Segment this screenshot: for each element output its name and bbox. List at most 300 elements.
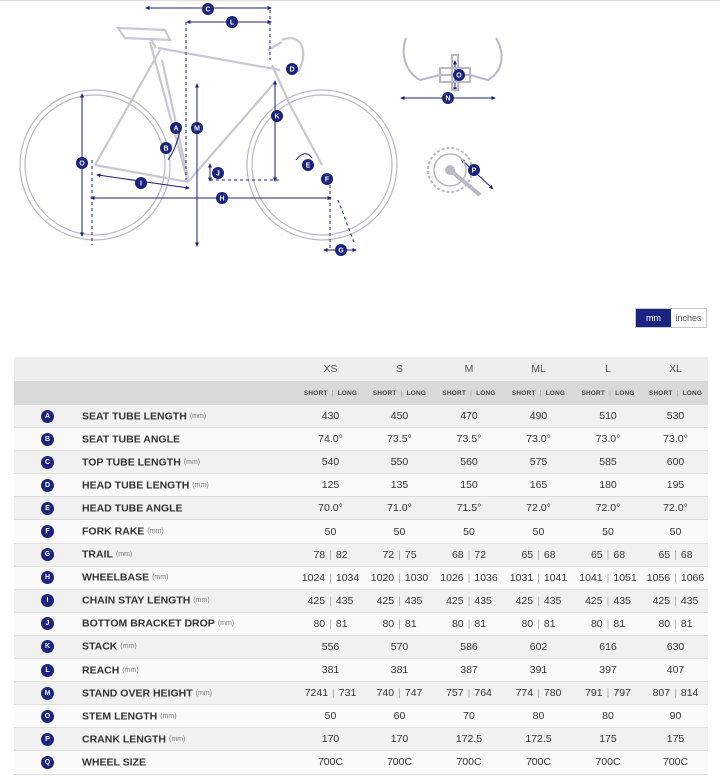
- separator: |: [674, 548, 677, 561]
- table-row: [14, 635, 708, 658]
- row-label: [14, 751, 296, 774]
- geometry-table: [14, 357, 708, 775]
- row-label: [14, 659, 296, 682]
- value-cell: 700C: [434, 751, 504, 774]
- unit-inches-button[interactable]: inches: [675, 313, 702, 323]
- row-unit: (mm): [169, 735, 186, 743]
- long-value: 81: [613, 617, 626, 630]
- row-label-text: FORK RAKE: [82, 525, 145, 538]
- row-code-badge: G: [41, 548, 54, 561]
- size-header-s: S: [365, 357, 434, 381]
- value-cell: 50: [296, 520, 365, 543]
- row-label: [14, 589, 296, 612]
- short-value: 80: [382, 617, 395, 630]
- value-cell: [504, 543, 573, 566]
- row-unit: (mm): [147, 528, 164, 536]
- table-row: [14, 682, 708, 705]
- value-cell: 550: [365, 451, 434, 474]
- separator: |: [329, 594, 332, 607]
- row-label: [14, 566, 296, 589]
- value-cell: [365, 543, 434, 566]
- value-cell: 570: [365, 635, 434, 658]
- row-unit: (mm): [189, 412, 207, 420]
- long-value: 435: [404, 594, 423, 607]
- value-cell: 50: [365, 520, 434, 543]
- size-header-ml: ML: [504, 357, 573, 381]
- value-cell: 560: [434, 451, 504, 474]
- long-label: LONG: [682, 389, 703, 397]
- value-cell: [365, 612, 434, 635]
- separator: |: [606, 571, 610, 584]
- long-value: 68: [543, 548, 556, 561]
- short-value: 774: [515, 687, 534, 700]
- long-value: 1034: [335, 571, 360, 584]
- row-unit: (mm): [193, 597, 210, 605]
- short-value: 757: [446, 687, 464, 700]
- short-value: 80: [658, 617, 671, 630]
- value-cell: 195: [643, 474, 708, 497]
- marker-i: I: [140, 180, 142, 188]
- long-value: 68: [680, 548, 693, 561]
- short-long-header: [434, 381, 504, 405]
- separator: |: [606, 548, 610, 561]
- value-cell: 172.5: [434, 728, 504, 751]
- value-cell: 600: [643, 451, 708, 474]
- value-cell: 407: [643, 659, 708, 682]
- value-cell: 700C: [296, 751, 365, 774]
- long-label: LONG: [545, 389, 566, 397]
- value-cell: 73.5°: [434, 428, 504, 451]
- row-label-text: HEAD TUBE ANGLE: [82, 502, 183, 515]
- short-label: SHORT: [303, 389, 328, 397]
- short-value: 1041: [579, 571, 603, 584]
- row-label: [14, 543, 296, 566]
- row-label-text: STEM LENGTH: [82, 710, 158, 723]
- row-label: [14, 635, 296, 658]
- value-cell: 165: [504, 474, 573, 497]
- value-cell: 74.0°: [296, 428, 365, 451]
- row-label-text: CHAIN STAY LENGTH: [82, 594, 191, 607]
- table-row: [14, 520, 708, 543]
- long-value: 435: [680, 594, 699, 607]
- short-value: 1031: [509, 571, 534, 584]
- short-value: 1056: [646, 571, 671, 584]
- value-cell: 50: [504, 520, 573, 543]
- header-spacer: [14, 357, 296, 381]
- row-label-text: SEAT TUBE ANGLE: [82, 433, 181, 446]
- long-value: 81: [543, 617, 556, 630]
- value-cell: 73.0°: [643, 428, 708, 451]
- long-value: 81: [404, 617, 417, 630]
- value-cell: 530: [643, 405, 708, 428]
- row-code-badge: H: [41, 571, 54, 584]
- value-cell: [434, 589, 504, 612]
- marker-m: M: [194, 125, 200, 133]
- row-label: [14, 497, 296, 520]
- long-value: 1051: [613, 571, 637, 584]
- marker-a: A: [173, 125, 179, 133]
- value-cell: 90: [643, 705, 708, 728]
- short-value: 78: [313, 548, 326, 561]
- value-cell: [296, 589, 365, 612]
- value-cell: [573, 566, 643, 589]
- value-cell: 430: [296, 405, 365, 428]
- long-value: 68: [613, 548, 626, 561]
- row-unit: (mm): [122, 666, 139, 674]
- short-value: 425: [446, 594, 464, 607]
- short-long-header: [365, 381, 434, 405]
- value-cell: [365, 682, 434, 705]
- short-value: 740: [376, 687, 395, 700]
- value-cell: 80: [504, 705, 573, 728]
- row-label-text: STACK: [82, 640, 118, 653]
- value-cell: 72.0°: [573, 497, 643, 520]
- value-cell: 71.0°: [365, 497, 434, 520]
- separator: |: [606, 594, 610, 607]
- table-row: [14, 405, 708, 428]
- separator: |: [467, 548, 471, 561]
- separator: |: [398, 571, 401, 584]
- separator: |: [329, 571, 332, 584]
- row-code-badge: B: [41, 433, 54, 446]
- value-cell: [434, 543, 504, 566]
- value-cell: 80: [573, 705, 643, 728]
- size-header-row: [14, 357, 708, 381]
- marker-h: H: [219, 195, 225, 203]
- row-code-badge: P: [41, 733, 54, 746]
- diagram-markers: [76, 3, 480, 256]
- value-cell: [573, 589, 643, 612]
- value-cell: 586: [434, 635, 504, 658]
- short-value: 425: [376, 594, 395, 607]
- value-cell: [365, 566, 434, 589]
- long-value: 435: [543, 594, 562, 607]
- table-row: [14, 659, 708, 682]
- table-row: [14, 497, 708, 520]
- value-cell: [434, 566, 504, 589]
- row-label-text: STAND OVER HEIGHT: [82, 687, 193, 700]
- value-cell: 50: [296, 705, 365, 728]
- row-label-text: CRANK LENGTH: [82, 733, 166, 746]
- table-row: [14, 751, 708, 774]
- value-cell: 73.0°: [504, 428, 573, 451]
- value-cell: 700C: [504, 751, 573, 774]
- row-unit: (mm): [160, 712, 177, 720]
- long-value: 747: [404, 687, 423, 700]
- row-unit: (mm): [183, 458, 201, 466]
- separator: |: [674, 571, 677, 584]
- value-cell: 150: [434, 474, 504, 497]
- marker-o-wheel: O: [79, 160, 85, 168]
- value-cell: 71.5°: [434, 497, 504, 520]
- unit-mm-button[interactable]: mm: [636, 309, 671, 327]
- separator: |: [467, 594, 471, 607]
- row-label: [14, 682, 296, 705]
- row-label-text: WHEEL SIZE: [82, 756, 146, 769]
- separator: |: [674, 687, 677, 700]
- value-cell: 470: [434, 405, 504, 428]
- value-cell: [504, 589, 573, 612]
- separator: |: [398, 617, 401, 630]
- value-cell: 50: [573, 520, 643, 543]
- value-cell: [296, 543, 365, 566]
- value-cell: 616: [573, 635, 643, 658]
- table-row: [14, 474, 708, 497]
- short-value: 65: [658, 548, 671, 561]
- long-value: 797: [613, 687, 631, 700]
- value-cell: [504, 612, 573, 635]
- value-cell: 575: [504, 451, 573, 474]
- value-cell: 700C: [365, 751, 434, 774]
- separator: |: [467, 687, 471, 700]
- marker-e: E: [305, 162, 311, 170]
- value-cell: 556: [296, 635, 365, 658]
- short-value: 1020: [370, 571, 395, 584]
- row-label: [14, 728, 296, 751]
- separator: |: [398, 594, 401, 607]
- handlebar-drawing: [404, 38, 502, 90]
- row-unit: (mm): [192, 481, 209, 489]
- table-row: [14, 589, 708, 612]
- value-cell: 72.0°: [504, 497, 573, 520]
- row-label: [14, 705, 296, 728]
- value-cell: 510: [573, 405, 643, 428]
- value-cell: 172.5: [504, 728, 573, 751]
- short-value: 80: [313, 617, 326, 630]
- row-label-text: SEAT TUBE LENGTH: [82, 410, 187, 423]
- row-label: [14, 405, 296, 428]
- separator: |: [329, 548, 332, 561]
- separator: |: [537, 594, 540, 607]
- value-cell: 180: [573, 474, 643, 497]
- short-long-header: [296, 381, 365, 405]
- value-cell: [296, 566, 365, 589]
- separator: |: [398, 687, 401, 700]
- long-value: 1041: [543, 571, 568, 584]
- row-unit: (mm): [217, 620, 235, 628]
- row-code-badge: L: [41, 664, 54, 677]
- value-cell: 391: [504, 659, 573, 682]
- short-label: SHORT: [648, 389, 673, 397]
- size-header-xs: XS: [296, 357, 365, 381]
- separator: |: [537, 687, 540, 700]
- marker-g: G: [338, 247, 344, 255]
- marker-p: P: [471, 167, 477, 175]
- long-value: 82: [335, 548, 348, 561]
- value-cell: 700C: [573, 751, 643, 774]
- row-code-badge: E: [41, 502, 54, 515]
- separator: |: [332, 687, 335, 700]
- row-code-badge: A: [41, 410, 54, 423]
- value-cell: [296, 682, 365, 705]
- long-value: 81: [680, 617, 693, 630]
- value-cell: [643, 612, 708, 635]
- separator: |: [537, 548, 540, 561]
- short-value: 80: [521, 617, 534, 630]
- row-unit: (mm): [195, 689, 212, 697]
- row-code-badge: I: [41, 594, 54, 607]
- separator: |: [400, 389, 403, 397]
- value-cell: 50: [434, 520, 504, 543]
- value-cell: [296, 612, 365, 635]
- row-label-text: HEAD TUBE LENGTH: [82, 479, 190, 492]
- value-cell: 60: [365, 705, 434, 728]
- table-row: [14, 428, 708, 451]
- value-cell: [365, 589, 434, 612]
- row-code-badge: K: [41, 640, 54, 653]
- size-header-l: L: [573, 357, 643, 381]
- value-cell: [573, 682, 643, 705]
- short-label: SHORT: [442, 389, 467, 397]
- unit-toggle: [635, 308, 707, 328]
- short-value: 72: [382, 548, 395, 561]
- value-cell: 135: [365, 474, 434, 497]
- short-value: 65: [590, 548, 603, 561]
- value-cell: [504, 682, 573, 705]
- size-header-xl: XL: [643, 357, 708, 381]
- separator: |: [609, 389, 612, 397]
- short-long-header-row: [14, 381, 708, 405]
- value-cell: [434, 612, 504, 635]
- row-code-badge: F: [41, 525, 54, 538]
- short-value: 68: [451, 548, 464, 561]
- value-cell: [434, 682, 504, 705]
- short-label: SHORT: [511, 389, 536, 397]
- value-cell: 70.0°: [296, 497, 365, 520]
- header-spacer: [14, 381, 296, 405]
- long-value: 1036: [474, 571, 498, 584]
- value-cell: [573, 543, 643, 566]
- long-value: 764: [474, 687, 492, 700]
- bike-frame: [95, 28, 322, 182]
- long-value: 75: [404, 548, 417, 561]
- value-cell: [643, 682, 708, 705]
- value-cell: [643, 543, 708, 566]
- short-value: 807: [652, 687, 671, 700]
- table-row: [14, 566, 708, 589]
- value-cell: 125: [296, 474, 365, 497]
- value-cell: 540: [296, 451, 365, 474]
- row-label-text: TOP TUBE LENGTH: [82, 456, 181, 469]
- separator: |: [537, 571, 540, 584]
- value-cell: 73.5°: [365, 428, 434, 451]
- table-row: [14, 705, 708, 728]
- value-cell: [573, 612, 643, 635]
- separator: |: [606, 687, 610, 700]
- value-cell: 387: [434, 659, 504, 682]
- value-cell: 397: [573, 659, 643, 682]
- row-label: [14, 612, 296, 635]
- value-cell: [643, 566, 708, 589]
- short-value: 65: [521, 548, 534, 561]
- value-cell: [504, 566, 573, 589]
- value-cell: [643, 589, 708, 612]
- value-cell: 585: [573, 451, 643, 474]
- table-row: [14, 612, 708, 635]
- value-cell: 73.0°: [573, 428, 643, 451]
- row-unit: (mm): [152, 574, 169, 582]
- value-cell: 700C: [643, 751, 708, 774]
- long-label: LONG: [406, 389, 427, 397]
- long-value: 81: [474, 617, 487, 630]
- long-value: 814: [680, 687, 699, 700]
- separator: |: [676, 389, 679, 397]
- value-cell: 602: [504, 635, 573, 658]
- short-long-header: [643, 381, 708, 405]
- short-value: 425: [515, 594, 534, 607]
- row-label: [14, 520, 296, 543]
- value-cell: 72.0°: [643, 497, 708, 520]
- table-row: [14, 451, 708, 474]
- value-cell: 170: [296, 728, 365, 751]
- short-long-header: [573, 381, 643, 405]
- marker-o: O: [456, 72, 462, 80]
- short-value: 7241: [304, 687, 329, 700]
- table-row: [14, 728, 708, 751]
- row-code-badge: M: [41, 687, 54, 700]
- value-cell: 490: [504, 405, 573, 428]
- separator: |: [398, 548, 401, 561]
- dimension-lines: [82, 8, 494, 250]
- row-label: [14, 428, 296, 451]
- row-code-badge: D: [41, 479, 54, 492]
- short-value: 1024: [301, 571, 326, 584]
- row-code-badge: C: [41, 456, 54, 469]
- row-unit: (mm): [115, 551, 133, 559]
- long-label: LONG: [337, 389, 358, 397]
- long-value: 435: [335, 594, 354, 607]
- long-value: 72: [474, 548, 487, 561]
- value-cell: 450: [365, 405, 434, 428]
- row-label-text: WHEELBASE: [82, 571, 150, 584]
- long-value: 731: [338, 687, 357, 700]
- separator: |: [467, 571, 471, 584]
- short-label: SHORT: [581, 389, 606, 397]
- short-value: 425: [307, 594, 326, 607]
- row-label-text: TRAIL: [82, 548, 113, 561]
- row-code-badge: Q: [41, 756, 54, 769]
- marker-j: J: [216, 170, 220, 178]
- separator: |: [467, 617, 471, 630]
- value-cell: 50: [643, 520, 708, 543]
- marker-n: N: [445, 95, 451, 103]
- row-label: [14, 451, 296, 474]
- value-cell: 70: [434, 705, 504, 728]
- geometry-table-body: [14, 405, 708, 774]
- long-value: 1030: [404, 571, 429, 584]
- long-value: 1066: [680, 571, 705, 584]
- short-value: 425: [652, 594, 671, 607]
- separator: |: [606, 617, 610, 630]
- value-cell: 175: [643, 728, 708, 751]
- short-value: 80: [590, 617, 603, 630]
- long-value: 435: [474, 594, 492, 607]
- marker-f: F: [324, 176, 330, 184]
- separator: |: [674, 617, 677, 630]
- value-cell: 381: [296, 659, 365, 682]
- marker-l: L: [229, 19, 235, 27]
- row-code-badge: J: [41, 617, 54, 630]
- separator: |: [539, 389, 542, 397]
- separator: |: [470, 389, 473, 397]
- bike-geometry-diagram: [0, 0, 720, 300]
- short-long-header: [504, 381, 573, 405]
- separator: |: [537, 617, 540, 630]
- row-code-badge: O: [41, 710, 54, 723]
- long-value: 780: [543, 687, 562, 700]
- short-label: SHORT: [372, 389, 397, 397]
- short-value: 791: [585, 687, 603, 700]
